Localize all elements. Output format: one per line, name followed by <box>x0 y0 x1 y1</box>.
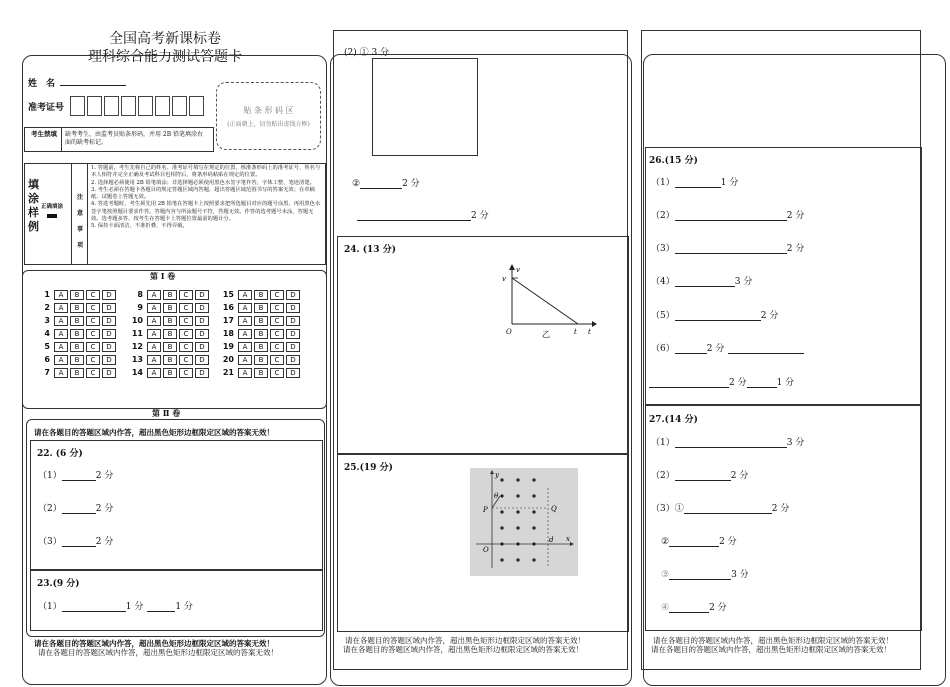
option-bubble-b[interactable]: B <box>163 329 177 339</box>
answer-row-1 <box>38 290 118 300</box>
answer-area-warning: 请在各题目的答题区域内作答，超出黑色矩形边框限定区域的答案无效！ <box>651 645 891 654</box>
option-bubble-b[interactable]: B <box>163 342 177 352</box>
option-bubble-a[interactable]: A <box>147 316 161 326</box>
absent-label: 考生禁填 <box>31 130 57 138</box>
instructions-box <box>24 163 326 265</box>
sample-label: 填涂样例 <box>28 178 39 233</box>
option-bubble-c[interactable]: C <box>270 303 284 313</box>
option-bubble-d[interactable]: D <box>195 368 209 378</box>
notes-label: 注意事项 <box>77 194 84 249</box>
option-bubble-d[interactable]: D <box>102 329 116 339</box>
sample-correct-label: 正确填涂 <box>41 204 64 210</box>
option-bubble-c[interactable]: C <box>86 316 100 326</box>
option-bubble-b[interactable]: B <box>163 290 177 300</box>
option-bubble-d[interactable]: D <box>195 329 209 339</box>
answer-row-11 <box>131 329 211 339</box>
option-bubble-b[interactable]: B <box>254 368 268 378</box>
option-bubble-d[interactable]: D <box>195 316 209 326</box>
exam-id-label: 准考证号 <box>28 103 65 113</box>
option-bubble-d[interactable]: D <box>195 355 209 365</box>
question-number: 17 <box>222 316 234 325</box>
col2-q2-part3[interactable]: 2 分 <box>357 208 489 221</box>
q23-title: 23.(9 分) <box>37 579 80 589</box>
option-bubble-a[interactable]: A <box>54 329 68 339</box>
q22-item-1[interactable]: （1） 2 分 <box>38 471 114 481</box>
q27-title: 27.(14 分) <box>649 415 698 425</box>
answer-row-6 <box>38 355 118 365</box>
sheet-title-line1: 全国高考新课标卷 <box>109 31 221 47</box>
option-bubble-d[interactable]: D <box>286 342 300 352</box>
option-bubble-d[interactable]: D <box>195 342 209 352</box>
option-bubble-c[interactable]: C <box>270 368 284 378</box>
option-bubble-c[interactable]: C <box>179 303 193 313</box>
fig-origin-label: O <box>483 546 489 554</box>
graph-origin-label: O <box>506 328 512 336</box>
option-bubble-c[interactable]: C <box>86 355 100 365</box>
question-number: 9 <box>137 303 143 312</box>
option-bubble-a[interactable]: A <box>54 290 68 300</box>
option-bubble-c[interactable]: C <box>179 355 193 365</box>
option-bubble-b[interactable]: B <box>254 303 268 313</box>
option-bubble-d[interactable]: D <box>102 342 116 352</box>
question-number: 14 <box>131 368 143 377</box>
q24-title: 24. (13 分) <box>344 245 396 255</box>
question-number: 8 <box>137 290 143 299</box>
question-number: 7 <box>44 368 50 377</box>
option-bubble-d[interactable]: D <box>286 290 300 300</box>
answer-row-14 <box>131 368 211 378</box>
name-label: 姓 名 <box>28 79 56 89</box>
option-bubble-a[interactable]: A <box>238 368 252 378</box>
option-bubble-a[interactable]: A <box>238 329 252 339</box>
q23-item-1[interactable]: （1） 1 分 1 分 <box>38 602 193 612</box>
answer-row-5 <box>38 342 118 352</box>
name-field[interactable] <box>60 76 126 86</box>
option-bubble-c[interactable]: C <box>179 368 193 378</box>
option-bubble-c[interactable]: C <box>179 290 193 300</box>
option-bubble-b[interactable]: B <box>254 316 268 326</box>
note-item: 1. 答题前，考生先将自己的姓名、准考证号填写在规定的位置，核准条形码上的准考证号、姓名与本人相符并完全正确及考试科目也相符后，将条形码粘贴在规定的位置。 <box>91 165 321 179</box>
answer-row-9 <box>131 303 211 313</box>
q27-item-5[interactable]: ③ 3 分 <box>661 570 749 580</box>
option-bubble-a[interactable]: A <box>54 355 68 365</box>
fig-p-label: P <box>483 506 488 514</box>
option-bubble-b[interactable]: B <box>254 290 268 300</box>
fig-x-label: x <box>566 535 570 543</box>
option-bubble-d[interactable]: D <box>286 303 300 313</box>
q25-title: 25.(19 分) <box>344 463 393 473</box>
question-number: 3 <box>44 316 50 325</box>
option-bubble-b[interactable]: B <box>70 342 84 352</box>
answer-row-18 <box>222 329 302 339</box>
question-number: 2 <box>44 303 50 312</box>
option-bubble-d[interactable]: D <box>286 329 300 339</box>
option-bubble-d[interactable]: D <box>102 290 116 300</box>
section1-title: 第 Ⅰ 卷 <box>150 271 176 281</box>
q22-title: 22. (6 分) <box>37 449 83 459</box>
option-bubble-d[interactable]: D <box>286 316 300 326</box>
option-bubble-b[interactable]: B <box>163 355 177 365</box>
answer-row-8 <box>131 290 211 300</box>
question-number: 5 <box>44 342 50 351</box>
question-number: 11 <box>131 329 143 338</box>
answer-row-3 <box>38 316 118 326</box>
option-bubble-a[interactable]: A <box>54 316 68 326</box>
option-bubble-c[interactable]: C <box>86 368 100 378</box>
option-bubble-c[interactable]: C <box>270 290 284 300</box>
option-bubble-a[interactable]: A <box>147 368 161 378</box>
option-bubble-a[interactable]: A <box>147 290 161 300</box>
answer-row-10 <box>131 316 211 326</box>
option-bubble-d[interactable]: D <box>195 290 209 300</box>
q27-item-6[interactable]: ④ 2 分 <box>661 603 727 613</box>
option-bubble-b[interactable]: B <box>163 368 177 378</box>
answer-area-warning: 请在各题目的答题区域内作答，超出黑色矩形边框限定区域的答案无效！ <box>34 639 274 648</box>
option-bubble-c[interactable]: C <box>86 290 100 300</box>
question-number: 18 <box>222 329 234 338</box>
question-number: 20 <box>222 355 234 364</box>
option-bubble-a[interactable]: A <box>54 368 68 378</box>
answer-row-17 <box>222 316 302 326</box>
question-number: 4 <box>44 329 50 338</box>
option-bubble-b[interactable]: B <box>163 316 177 326</box>
option-bubble-c[interactable]: C <box>270 355 284 365</box>
section2-title: 第 Ⅱ 卷 <box>152 408 181 418</box>
option-bubble-d[interactable]: D <box>102 355 116 365</box>
option-bubble-c[interactable]: C <box>270 342 284 352</box>
question-number: 19 <box>222 342 234 351</box>
answer-row-19 <box>222 342 302 352</box>
q24-vt-graph <box>498 262 598 340</box>
answer-area-warning: 请在各题目的答题区域内作答，超出黑色矩形边框限定区域的答案无效！ <box>38 648 278 657</box>
fig-theta-label: θ <box>494 492 499 500</box>
fig-q-label: Q <box>551 505 557 513</box>
q26-item-2[interactable]: （2） 2 分 <box>651 211 805 221</box>
q26-item-5[interactable]: （5） 2 分 <box>651 311 779 321</box>
option-bubble-a[interactable]: A <box>147 355 161 365</box>
q26-item-3[interactable]: （3） 2 分 <box>651 244 805 254</box>
q26-item-4[interactable]: （4） 3 分 <box>651 277 753 287</box>
option-bubble-d[interactable]: D <box>102 368 116 378</box>
question-number: 1 <box>44 290 50 299</box>
option-bubble-d[interactable]: D <box>102 316 116 326</box>
option-bubble-c[interactable]: C <box>86 303 100 313</box>
option-bubble-c[interactable]: C <box>86 342 100 352</box>
q22-item-3[interactable]: （3） 2 分 <box>38 537 114 547</box>
question-number: 16 <box>222 303 234 312</box>
option-bubble-c[interactable]: C <box>179 342 193 352</box>
fig-y-label: y <box>495 471 499 479</box>
option-bubble-c[interactable]: C <box>270 316 284 326</box>
absent-note: 缺考考生，由监考员贴条形码，并用 2B 铅笔填涂右面的缺考标记。 <box>65 131 204 146</box>
barcode-area <box>216 82 321 150</box>
q26-item-1[interactable]: （1） 1 分 <box>651 178 739 188</box>
sample-filled-mark <box>47 214 57 218</box>
note-item: 4. 答选考题时，考生须先用 2B 铅笔在答题卡上按照要求把所选题目对应的题号涂黑，再用黑色水签字笔按照题目要求作答。答题内容与所涂题号不符，答题无效。作答的选考题号未涂，答题无效。选考题多答，按考生在答题卡上答题位置最前的题计分。 <box>91 201 321 223</box>
answer-row-7 <box>38 368 118 378</box>
q26-item-6[interactable]: （6） 2 分 <box>651 341 804 354</box>
answer-row-4 <box>38 329 118 339</box>
option-bubble-b[interactable]: B <box>70 316 84 326</box>
col2-q2-part2[interactable]: ② 2 分 <box>352 179 420 189</box>
barcode-note: (正面朝上，切勿贴出虚线方框) <box>227 121 310 128</box>
option-bubble-a[interactable]: A <box>238 342 252 352</box>
answer-row-20 <box>222 355 302 365</box>
answer-row-2 <box>38 303 118 313</box>
notes-list <box>91 165 323 231</box>
q27-item-3[interactable]: （3）① 2 分 <box>651 504 790 514</box>
option-bubble-b[interactable]: B <box>163 303 177 313</box>
q27-item-1[interactable]: （1） 3 分 <box>651 438 805 448</box>
option-bubble-a[interactable]: A <box>147 342 161 352</box>
option-bubble-a[interactable]: A <box>147 303 161 313</box>
q26-item-7[interactable]: 2 分 1 分 <box>649 375 794 388</box>
option-bubble-a[interactable]: A <box>54 303 68 313</box>
option-bubble-c[interactable]: C <box>86 329 100 339</box>
answer-area-warning: 请在各题目的答题区域内作答，超出黑色矩形边框限定区域的答案无效！ <box>343 645 583 654</box>
option-bubble-c[interactable]: C <box>270 329 284 339</box>
option-bubble-a[interactable]: A <box>147 329 161 339</box>
option-bubble-c[interactable]: C <box>179 316 193 326</box>
option-bubble-d[interactable]: D <box>286 368 300 378</box>
option-bubble-b[interactable]: B <box>70 355 84 365</box>
question-number: 21 <box>222 368 234 377</box>
option-bubble-b[interactable]: B <box>70 329 84 339</box>
graph-t-axis-label: t <box>588 328 591 336</box>
answer-area-warning: 请在各题目的答题区域内作答，超出黑色矩形边框限定区域的答案无效！ <box>653 636 893 645</box>
option-bubble-d[interactable]: D <box>286 355 300 365</box>
q22-item-2[interactable]: （2） 2 分 <box>38 504 114 514</box>
question-number: 15 <box>222 290 234 299</box>
question-number: 10 <box>131 316 143 325</box>
option-bubble-a[interactable]: A <box>238 316 252 326</box>
option-bubble-b[interactable]: B <box>254 342 268 352</box>
barcode-title: 贴 条 形 码 区 <box>243 106 294 115</box>
option-bubble-b[interactable]: B <box>70 303 84 313</box>
absent-box <box>24 127 214 152</box>
col2-q2-label: (2) ① 3 分 <box>344 48 390 58</box>
graph-v-axis-label: v <box>516 266 520 274</box>
sheet-title-line2: 理科综合能力测试答题卡 <box>88 49 242 65</box>
answer-row-13 <box>131 355 211 365</box>
question-number: 13 <box>131 355 143 364</box>
option-bubble-a[interactable]: A <box>238 303 252 313</box>
question-number: 6 <box>44 355 50 364</box>
option-bubble-d[interactable]: D <box>102 303 116 313</box>
q25-magnetic-field-figure <box>470 468 578 576</box>
option-bubble-d[interactable]: D <box>195 303 209 313</box>
exam-id-boxes[interactable] <box>70 96 210 116</box>
option-bubble-a[interactable]: A <box>238 355 252 365</box>
option-bubble-b[interactable]: B <box>70 368 84 378</box>
note-item: 3. 考生必须在答题卡各题目的规定答题区域内答题，超出答题区域范围书写的答案无效；在草稿纸、试题卷上答题无效。 <box>91 186 315 201</box>
graph-caption: 乙 <box>542 330 550 339</box>
q26-title: 26.(15 分) <box>649 156 698 166</box>
q27-item-4[interactable]: ② 2 分 <box>661 537 737 547</box>
answer-area-warning: 请在各题目的答题区域内作答，超出黑色矩形边框限定区域的答案无效！ <box>34 428 274 437</box>
answer-row-12 <box>131 342 211 352</box>
answer-area-warning: 请在各题目的答题区域内作答，超出黑色矩形边框限定区域的答案无效！ <box>345 636 585 645</box>
q27-item-2[interactable]: （2） 2 分 <box>651 471 749 481</box>
drawing-box[interactable] <box>372 58 478 156</box>
option-bubble-b[interactable]: B <box>70 290 84 300</box>
answer-row-15 <box>222 290 302 300</box>
option-bubble-b[interactable]: B <box>254 355 268 365</box>
answer-row-16 <box>222 303 302 313</box>
answer-row-21 <box>222 368 302 378</box>
graph-t0-label: t <box>574 328 577 336</box>
question-number: 12 <box>131 342 143 351</box>
note-item: 5. 保持卡面清洁，不准折叠、不得弄破。 <box>91 223 188 230</box>
option-bubble-c[interactable]: C <box>179 329 193 339</box>
option-bubble-b[interactable]: B <box>254 329 268 339</box>
option-bubble-a[interactable]: A <box>238 290 252 300</box>
option-bubble-a[interactable]: A <box>54 342 68 352</box>
fig-d-label: d <box>549 536 554 544</box>
note-item: 2. 选择题必须使用 2B 铅笔填涂；非选择题必须使用黑色水签字笔作答，字体工整、笔迹清楚。 <box>91 179 315 186</box>
graph-v0-label: v <box>502 275 506 283</box>
